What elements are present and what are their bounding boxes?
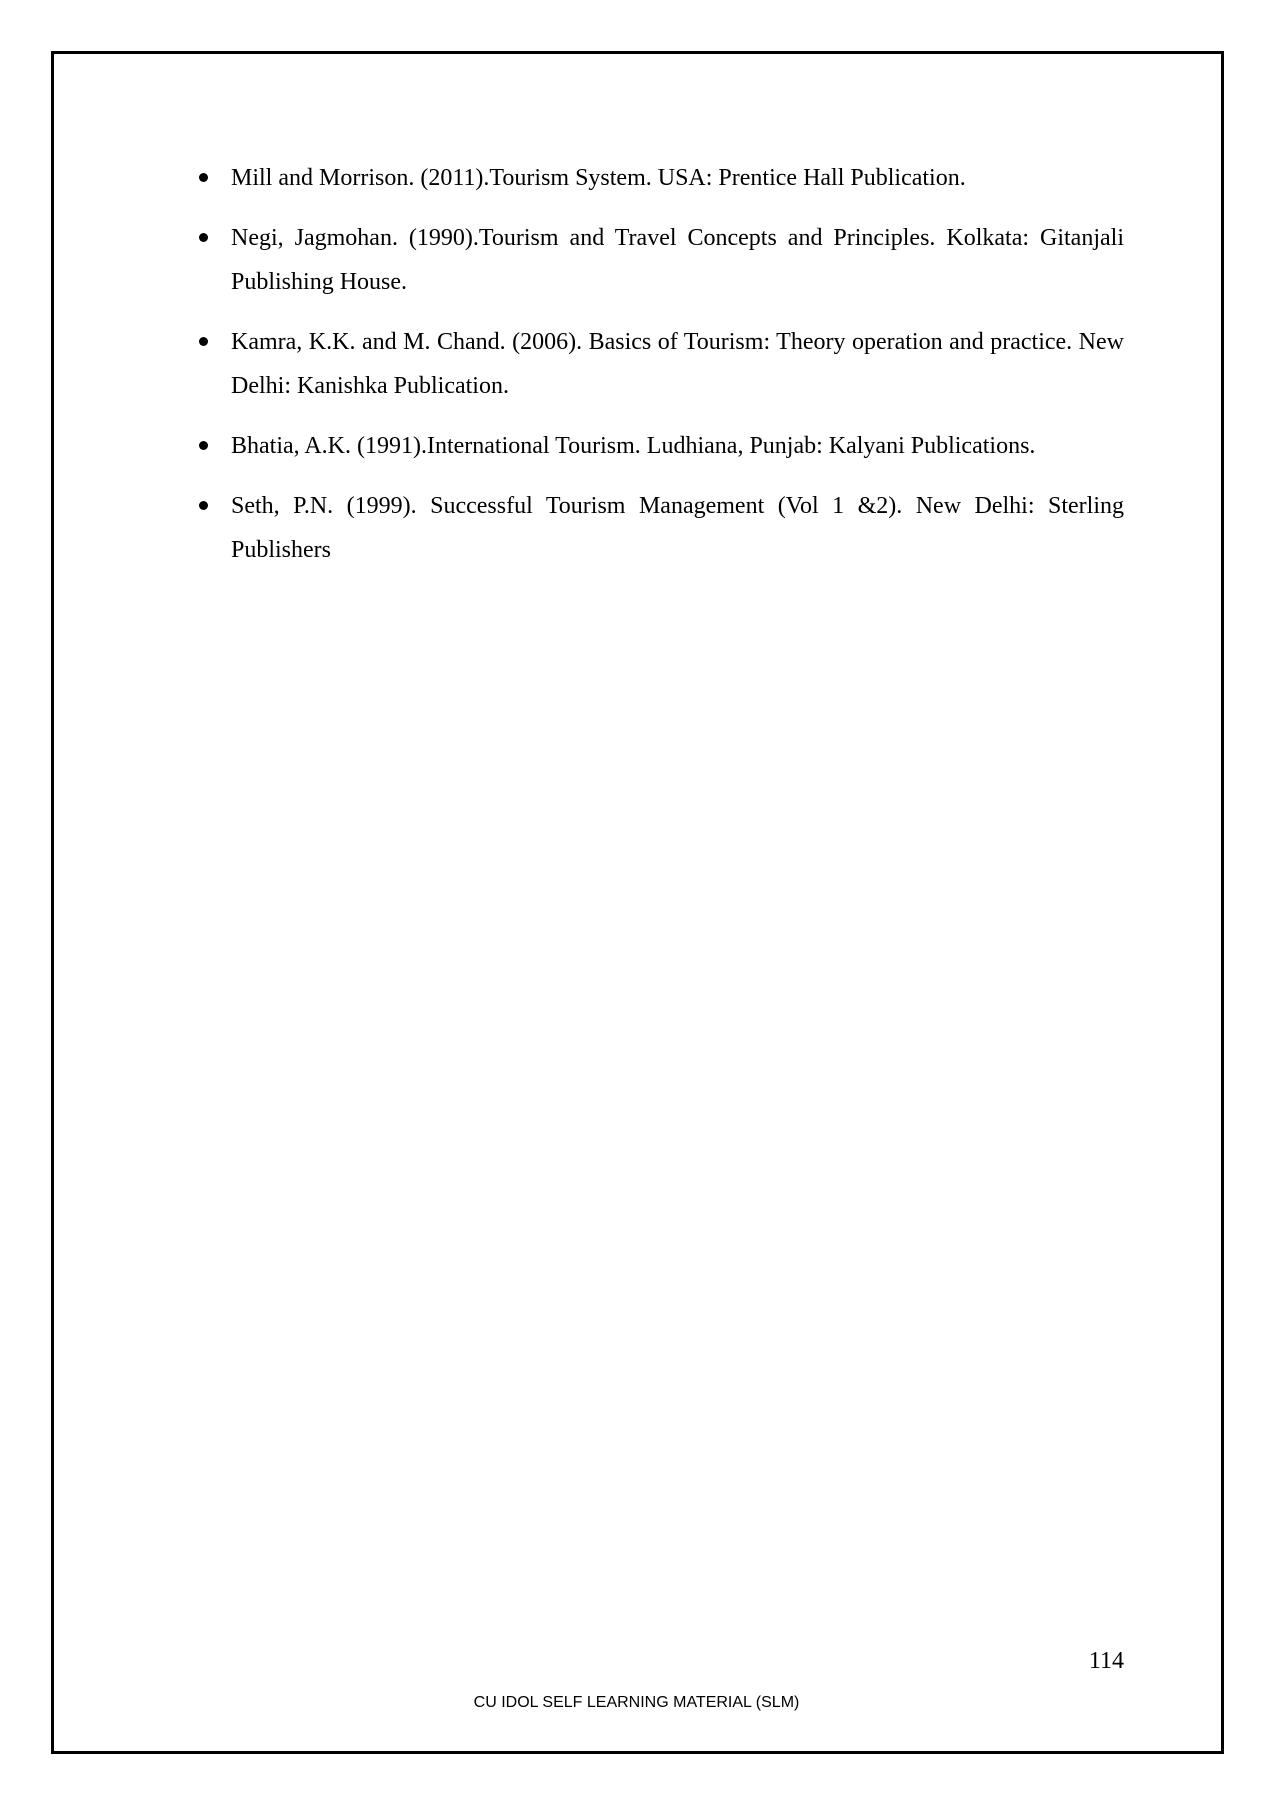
reference-list xyxy=(231,156,1124,588)
bullet-icon xyxy=(199,173,208,182)
reference-text: Negi, Jagmohan. (1990).Tourism and Travel Concepts and Principles. Kolkata: Gitanjali Publishing House. xyxy=(231,225,1124,295)
bullet-icon xyxy=(199,337,208,346)
reference-text: Mill and Morrison. (2011).Tourism System. USA: Prentice Hall Publication. xyxy=(231,165,966,191)
reference-text: Bhatia, A.K. (1991).International Tourism. Ludhiana, Punjab: Kalyani Publications. xyxy=(231,433,1036,459)
bullet-icon xyxy=(199,441,208,450)
reference-text: Kamra, K.K. and M. Chand. (2006). Basics of Tourism: Theory operation and practice. New Delhi: Kanishka Publication. xyxy=(231,329,1124,399)
reference-item xyxy=(231,320,1124,408)
reference-item xyxy=(231,216,1124,304)
page-number: 114 xyxy=(1088,1648,1124,1674)
bullet-icon xyxy=(199,233,208,242)
bullet-icon xyxy=(199,501,208,510)
reference-item xyxy=(231,156,1124,200)
reference-item xyxy=(231,424,1124,468)
reference-text: Seth, P.N. (1999). Successful Tourism Management (Vol 1 &2). New Delhi: Sterling Publishers xyxy=(231,493,1124,563)
page-footer: CU IDOL SELF LEARNING MATERIAL (SLM) xyxy=(473,1694,800,1711)
reference-item xyxy=(231,484,1124,572)
